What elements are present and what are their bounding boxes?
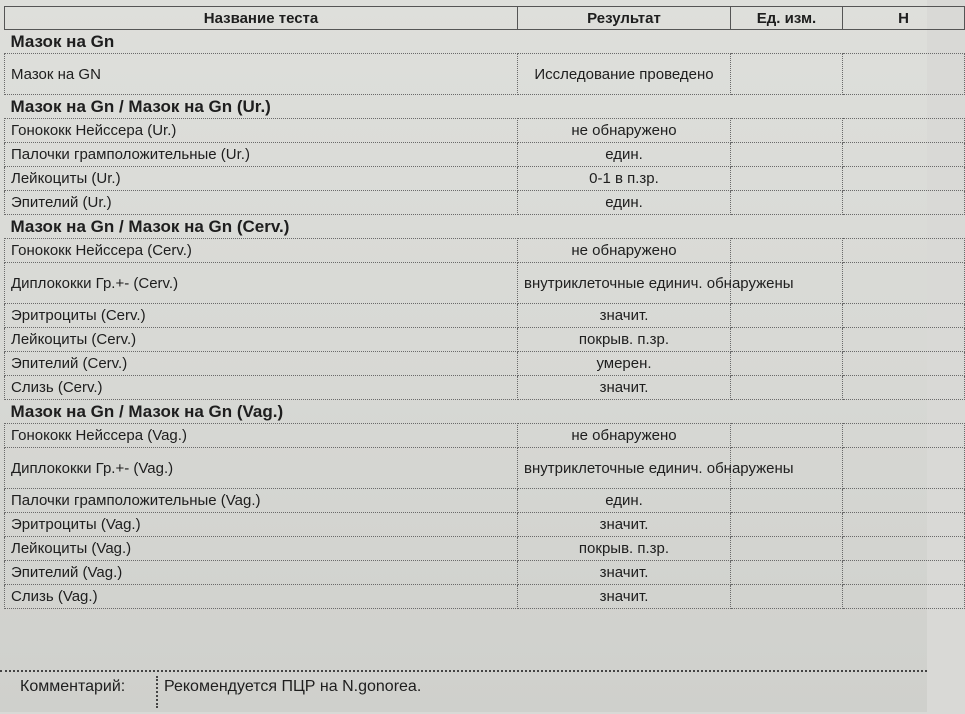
- result-cell: внутриклеточные единич. обнаружены: [518, 448, 731, 489]
- test-name-cell: Эпителий (Cerv.): [5, 352, 518, 376]
- table-row: [5, 489, 965, 513]
- unit-cell: [731, 328, 843, 352]
- test-name-cell: Мазок на GN: [5, 54, 518, 95]
- section-header-row: [5, 400, 965, 424]
- unit-cell: [731, 489, 843, 513]
- unit-cell: [731, 513, 843, 537]
- norm-cell: [843, 424, 965, 448]
- result-cell: не обнаружено: [518, 424, 731, 448]
- norm-cell: [843, 239, 965, 263]
- norm-cell: [843, 143, 965, 167]
- unit-cell: [731, 304, 843, 328]
- unit-cell: [731, 561, 843, 585]
- test-name-cell: Диплококки Гр.+- (Cerv.): [5, 263, 518, 304]
- section-header-row: [5, 215, 965, 239]
- result-cell: умерен.: [518, 352, 731, 376]
- comment-block: [0, 670, 927, 714]
- test-name-cell: Лейкоциты (Ur.): [5, 167, 518, 191]
- test-name-cell: Диплококки Гр.+- (Vag.): [5, 448, 518, 489]
- test-name-cell: Гонококк Нейссера (Vag.): [5, 424, 518, 448]
- table-row: [5, 239, 965, 263]
- norm-cell: [843, 352, 965, 376]
- unit-cell: [731, 119, 843, 143]
- unit-cell: [731, 424, 843, 448]
- unit-cell: [731, 352, 843, 376]
- table-row: [5, 352, 965, 376]
- result-cell: 0-1 в п.зр.: [518, 167, 731, 191]
- unit-cell: [731, 376, 843, 400]
- test-name-cell: Эпителий (Ur.): [5, 191, 518, 215]
- section-title: Мазок на Gn / Мазок на Gn (Ur.): [10, 97, 271, 116]
- unit-cell: [731, 537, 843, 561]
- norm-cell: [843, 585, 965, 609]
- norm-cell: [843, 54, 965, 95]
- norm-cell: [843, 304, 965, 328]
- result-cell: не обнаружено: [518, 239, 731, 263]
- test-name-cell: Слизь (Vag.): [5, 585, 518, 609]
- norm-cell: [843, 119, 965, 143]
- norm-cell: [843, 561, 965, 585]
- table-row: [5, 167, 965, 191]
- table-row: [5, 537, 965, 561]
- result-cell: внутриклеточные единич. обнаружены: [518, 263, 731, 304]
- table-row: [5, 143, 965, 167]
- section-header-row: [5, 30, 965, 54]
- result-cell: Исследование проведено: [518, 54, 731, 95]
- header-test-name: Название теста: [5, 7, 518, 30]
- norm-cell: [843, 263, 965, 304]
- comment-value: Рекомендуется ПЦР на N.gonorea.: [156, 676, 664, 708]
- unit-cell: [731, 167, 843, 191]
- result-cell: един.: [518, 143, 731, 167]
- test-name-cell: Гонококк Нейссера (Cerv.): [5, 239, 518, 263]
- section-title: Мазок на Gn / Мазок на Gn (Vag.): [10, 402, 284, 421]
- table-row: [5, 54, 965, 95]
- norm-cell: [843, 537, 965, 561]
- table-row: [5, 513, 965, 537]
- header-result: Результат: [518, 7, 731, 30]
- norm-cell: [843, 328, 965, 352]
- norm-cell: [843, 448, 965, 489]
- norm-cell: [843, 513, 965, 537]
- unit-cell: [731, 143, 843, 167]
- table-header-row: [5, 7, 965, 30]
- test-name-cell: Лейкоциты (Cerv.): [5, 328, 518, 352]
- norm-cell: [843, 191, 965, 215]
- table-row: [5, 376, 965, 400]
- result-cell: един.: [518, 489, 731, 513]
- test-name-cell: Лейкоциты (Vag.): [5, 537, 518, 561]
- result-cell: значит.: [518, 513, 731, 537]
- result-cell: не обнаружено: [518, 119, 731, 143]
- results-table: [4, 6, 965, 609]
- test-name-cell: Слизь (Cerv.): [5, 376, 518, 400]
- result-cell: значит.: [518, 376, 731, 400]
- unit-cell: [731, 585, 843, 609]
- norm-cell: [843, 376, 965, 400]
- table-row: [5, 119, 965, 143]
- test-name-cell: Гонококк Нейссера (Ur.): [5, 119, 518, 143]
- table-row: [5, 191, 965, 215]
- unit-cell: [731, 239, 843, 263]
- table-row: [5, 448, 965, 489]
- section-title: Мазок на Gn / Мазок на Gn (Cerv.): [10, 217, 290, 236]
- table-row: [5, 585, 965, 609]
- result-cell: покрыв. п.зр.: [518, 328, 731, 352]
- header-unit: Ед. изм.: [731, 7, 843, 30]
- section-title: Мазок на Gn: [10, 32, 115, 51]
- norm-cell: [843, 167, 965, 191]
- table-row: [5, 304, 965, 328]
- test-name-cell: Эритроциты (Vag.): [5, 513, 518, 537]
- test-name-cell: Эпителий (Vag.): [5, 561, 518, 585]
- table-row: [5, 328, 965, 352]
- norm-cell: [843, 489, 965, 513]
- test-name-cell: Палочки грамположительные (Vag.): [5, 489, 518, 513]
- result-cell: значит.: [518, 304, 731, 328]
- test-name-cell: Эритроциты (Cerv.): [5, 304, 518, 328]
- table-row: [5, 561, 965, 585]
- section-header-row: [5, 95, 965, 119]
- header-norm: Н: [843, 7, 965, 30]
- table-row: [5, 424, 965, 448]
- unit-cell: [731, 191, 843, 215]
- results-body: [5, 30, 965, 609]
- result-cell: значит.: [518, 585, 731, 609]
- comment-label: Комментарий:: [20, 678, 126, 695]
- result-cell: един.: [518, 191, 731, 215]
- table-row: [5, 263, 965, 304]
- result-cell: покрыв. п.зр.: [518, 537, 731, 561]
- result-cell: значит.: [518, 561, 731, 585]
- unit-cell: [731, 54, 843, 95]
- test-name-cell: Палочки грамположительные (Ur.): [5, 143, 518, 167]
